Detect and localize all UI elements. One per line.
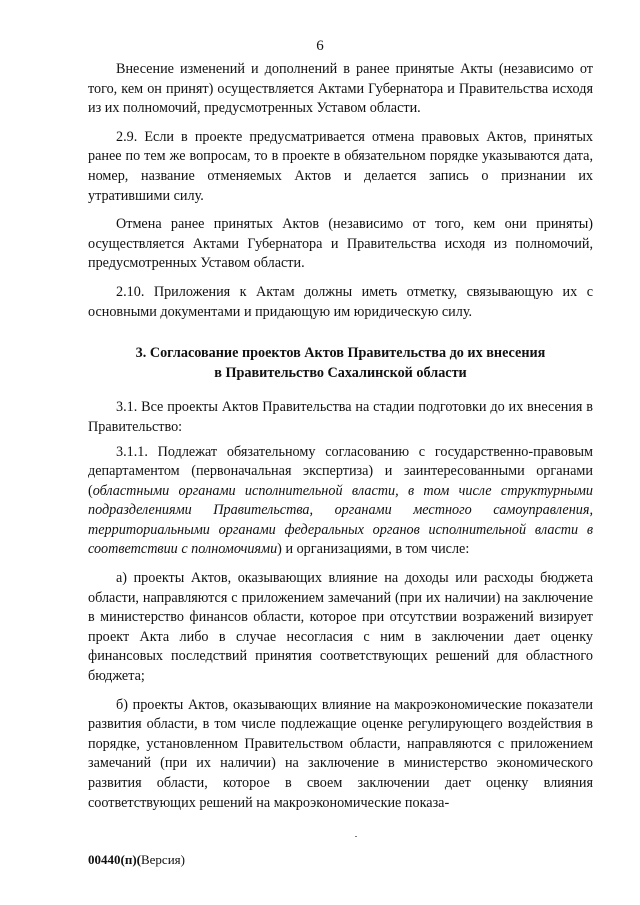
page-number: 6 — [316, 38, 324, 54]
document-footer — [88, 852, 185, 868]
paragraph-2-9: 2.9. Если в проекте предусматривается отмена правовых Актов, принятых ранее по тем же вопросам, то в проекте в обязательном порядке указываются дата, номер, название отменяемых Актов и делается запись о признании их утратившими силу. — [88, 128, 593, 204]
paragraph-3-1-1 — [88, 443, 593, 561]
paragraph-item-b: б) проекты Актов, оказывающих влияние на макроэкономические показатели развития области, в том числе подлежащие оценке регулирующего воздействия в порядке, установленном Правительством области, направляются с приложением замечаний (при их наличии) на заключение в министерство экономического развития области, которое в своем заключении дает оценку влияния соответствующих решений на макроэкономические показа- — [88, 696, 593, 811]
paragraph-3-1-1-start: 3.1.1. Подлежат обязательному согласованию с государственно-правовым департаментом (первоначальная экспертиза) и заинтересованными органами ( — [88, 443, 593, 499]
scan-speck — [355, 836, 357, 837]
document-body — [88, 60, 593, 822]
paragraph-item-a: а) проекты Актов, оказывающих влияние на доходы или расходы бюджета области, направляются с приложением замечаний (при их наличии) на заключение в министерство финансов области, которое при отсутствии возражений визирует проект Акта либо в случае несогласия с ним в заключении дает оценку финансовых последствий принятия соответствующих решений для областного бюджета; — [88, 570, 593, 685]
paragraph-2-10: 2.10. Приложения к Актам должны иметь отметку, связывающую их с основными документами и придающую им юридическую силу. — [88, 283, 593, 320]
section-3-heading — [88, 344, 593, 383]
footer-version: Версия) — [140, 852, 185, 867]
paragraph-3-1-1-italic: областными органами исполнительной власти, в том числе структурными подразделениями Правительства, органами местного самоуправления, территориальными органами федеральных органов исполнительной власти в соответствии с полномочиями — [88, 482, 593, 558]
section-3-heading-line-2: в Правительство Сахалинской области — [214, 364, 467, 381]
paragraph-3-1: 3.1. Все проекты Актов Правительства на стадии подготовки до их внесения в Правительство: — [88, 399, 593, 435]
paragraph-repeal: Отмена ранее принятых Актов (независимо от того, кем они приняты) осуществляется Актами Губернатора и Правительства исходя из полномочий, предусмотренных Уставом области. — [88, 216, 593, 272]
section-3-heading-line-1: 3. Согласование проектов Актов Правительства до их внесения — [135, 345, 546, 362]
paragraph-3-1-1-end: ) и организациями, в том числе: — [277, 541, 470, 558]
paragraph-amendments: Внесение изменений и дополнений в ранее принятые Акты (независимо от того, кем он принят) осуществляется Актами Губернатора и Правительства исходя из их полномочий, предусмотренных Уставом области. — [88, 61, 593, 117]
footer-code: 00440(п)( — [88, 852, 141, 867]
